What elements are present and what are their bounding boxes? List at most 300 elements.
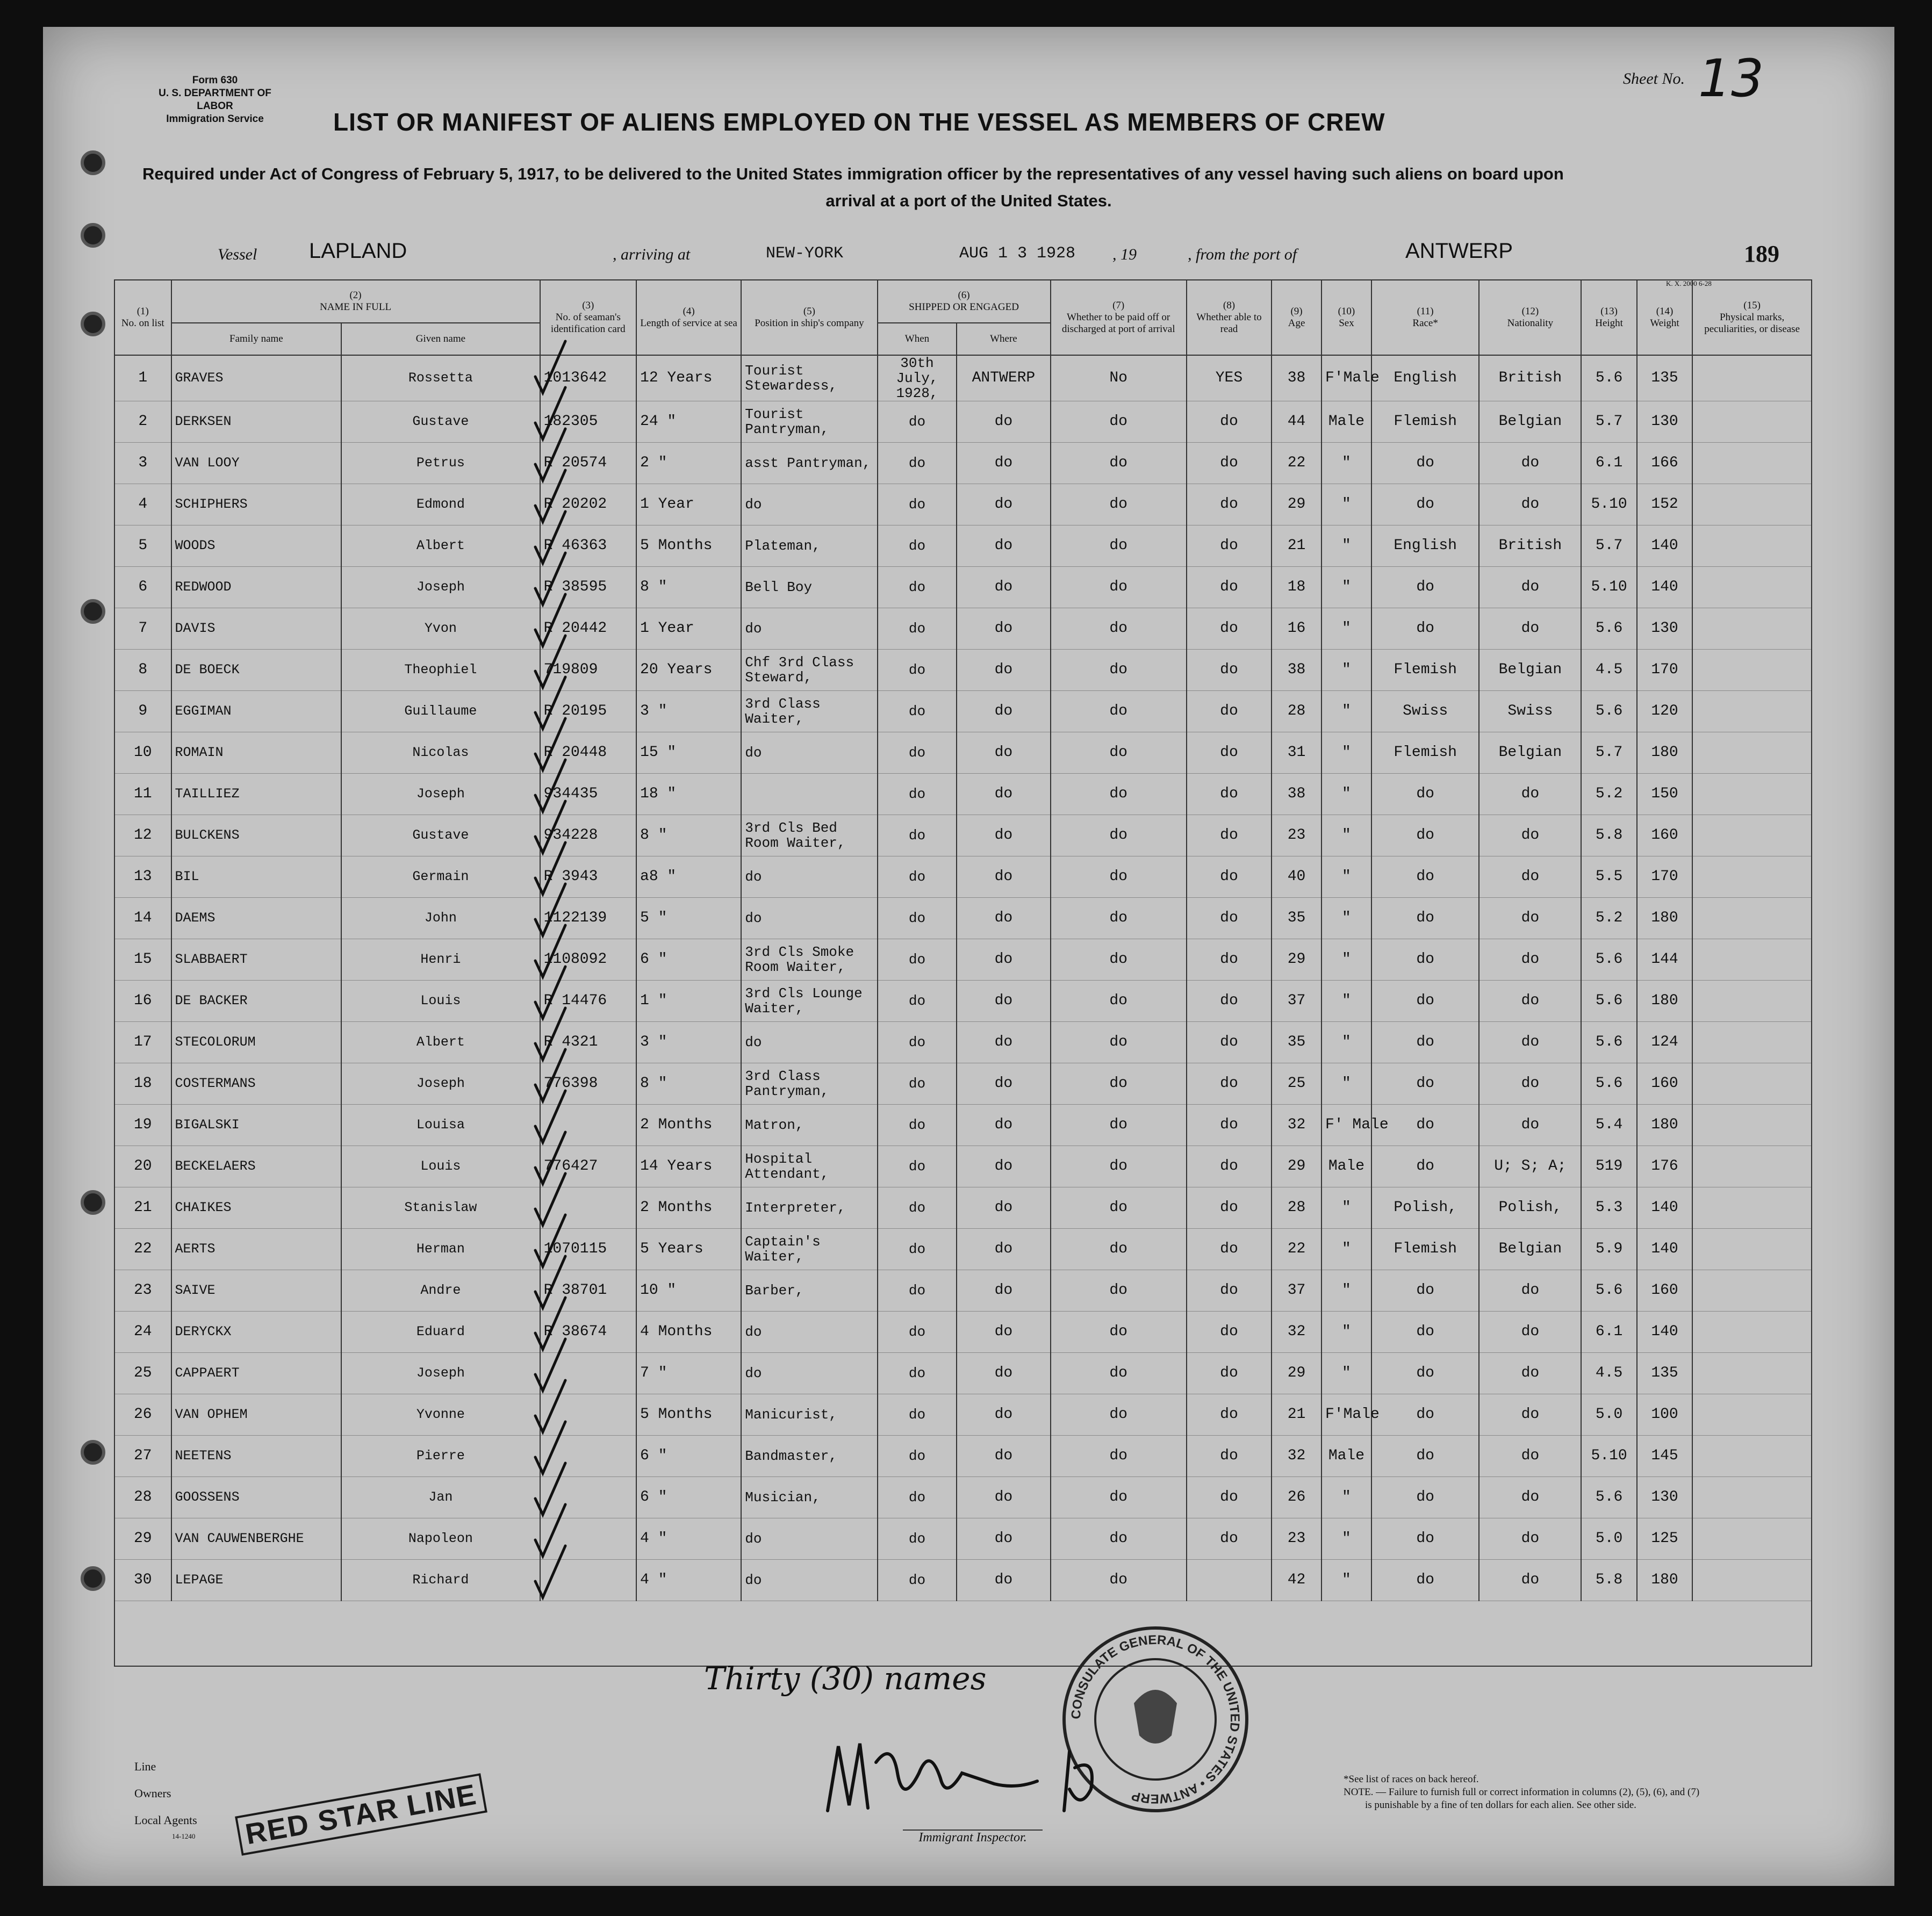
cell-given: Richard bbox=[341, 1560, 540, 1601]
cell-position: do bbox=[741, 1518, 877, 1560]
cell-sex: " bbox=[1321, 1518, 1371, 1560]
cell-family: AERTS bbox=[171, 1229, 342, 1270]
table-row bbox=[114, 1105, 1812, 1146]
table-row bbox=[114, 1518, 1812, 1560]
cell-race: do bbox=[1371, 1394, 1479, 1436]
arriving-label: , arriving at bbox=[613, 246, 691, 263]
cell-race: do bbox=[1371, 1105, 1479, 1146]
cell-when: do bbox=[878, 608, 957, 650]
subtitle-line-1: Required under Act of Congress of February 5, 1917, to be delivered to the United States immigration officer by the representatives of any vessel having such aliens on board upon bbox=[142, 164, 1564, 183]
cell-age: 38 bbox=[1272, 774, 1321, 815]
cell-age: 26 bbox=[1272, 1477, 1321, 1518]
cell-sex: " bbox=[1321, 939, 1371, 981]
cell-service: 24 " bbox=[636, 401, 741, 443]
cell-family: BIL bbox=[171, 856, 342, 898]
cell-weight: 125 bbox=[1637, 1518, 1692, 1560]
cell-family: DERYCKX bbox=[171, 1312, 342, 1353]
cell-family: DAEMS bbox=[171, 898, 342, 939]
binder-hole bbox=[81, 150, 105, 175]
cell-read: do bbox=[1187, 1229, 1272, 1270]
cell-card: R 46363 bbox=[540, 525, 636, 567]
cell-weight: 152 bbox=[1637, 484, 1692, 525]
cell-given: Theophiel bbox=[341, 650, 540, 691]
cell-when: do bbox=[878, 1270, 957, 1312]
table-row bbox=[114, 401, 1812, 443]
cell-read: do bbox=[1187, 1312, 1272, 1353]
cell-position: do bbox=[741, 898, 877, 939]
cell-read: do bbox=[1187, 939, 1272, 981]
page-number: 189 bbox=[1744, 241, 1779, 267]
cell-race: do bbox=[1371, 1560, 1479, 1601]
cell-marks bbox=[1692, 732, 1812, 774]
table-row bbox=[114, 650, 1812, 691]
cell-given: Eduard bbox=[341, 1312, 540, 1353]
cell-paid: do bbox=[1051, 1063, 1187, 1105]
cell-when: do bbox=[878, 732, 957, 774]
cell-marks bbox=[1692, 1353, 1812, 1394]
cell-read: do bbox=[1187, 1394, 1272, 1436]
cell-when: do bbox=[878, 691, 957, 732]
cell-age: 28 bbox=[1272, 691, 1321, 732]
cell-paid: do bbox=[1051, 1229, 1187, 1270]
cell-nationality: British bbox=[1479, 525, 1581, 567]
cell-race: do bbox=[1371, 1353, 1479, 1394]
cell-when: do bbox=[878, 1187, 957, 1229]
cell-marks bbox=[1692, 1063, 1812, 1105]
cell-read: do bbox=[1187, 443, 1272, 484]
cell-height: 5.2 bbox=[1581, 898, 1636, 939]
cell-service: 2 " bbox=[636, 443, 741, 484]
table-row bbox=[114, 1229, 1812, 1270]
service-name: Immigration Service bbox=[166, 113, 264, 125]
cell-service: 18 " bbox=[636, 774, 741, 815]
cell-read: do bbox=[1187, 815, 1272, 856]
sheet-number-label: Sheet No. bbox=[1623, 70, 1685, 88]
cell-age: 21 bbox=[1272, 1394, 1321, 1436]
handwritten-total: Thirty (30) names bbox=[704, 1660, 987, 1697]
cell-where: do bbox=[957, 484, 1050, 525]
cell-weight: 150 bbox=[1637, 774, 1692, 815]
cell-given: Louisa bbox=[341, 1105, 540, 1146]
cell-family: LEPAGE bbox=[171, 1560, 342, 1601]
cell-family: SCHIPHERS bbox=[171, 484, 342, 525]
cell-sex: " bbox=[1321, 608, 1371, 650]
cell-no: 3 bbox=[114, 443, 171, 484]
cell-position: 3rd Cls Lounge Waiter, bbox=[741, 981, 877, 1022]
cell-card: 1122139 bbox=[540, 898, 636, 939]
cell-read: do bbox=[1187, 981, 1272, 1022]
cell-card bbox=[540, 1560, 636, 1601]
cell-weight: 140 bbox=[1637, 1187, 1692, 1229]
cell-when: do bbox=[878, 1394, 957, 1436]
cell-family: ROMAIN bbox=[171, 732, 342, 774]
binder-hole bbox=[81, 599, 105, 624]
cell-age: 23 bbox=[1272, 1518, 1321, 1560]
cell-paid: do bbox=[1051, 608, 1187, 650]
cell-where: do bbox=[957, 650, 1050, 691]
cell-sex: " bbox=[1321, 1022, 1371, 1063]
cell-nationality: do bbox=[1479, 815, 1581, 856]
cell-sex: F'Male bbox=[1321, 1394, 1371, 1436]
cell-race: do bbox=[1371, 1146, 1479, 1187]
cell-service: 4 " bbox=[636, 1518, 741, 1560]
cell-height: 5.8 bbox=[1581, 1560, 1636, 1601]
cell-age: 44 bbox=[1272, 401, 1321, 443]
cell-where: do bbox=[957, 1560, 1050, 1601]
cell-weight: 180 bbox=[1637, 732, 1692, 774]
cell-paid: do bbox=[1051, 1560, 1187, 1601]
cell-race: do bbox=[1371, 484, 1479, 525]
cell-position: Plateman, bbox=[741, 525, 877, 567]
cell-race: do bbox=[1371, 1063, 1479, 1105]
cell-sex: " bbox=[1321, 774, 1371, 815]
cell-position bbox=[741, 774, 877, 815]
cell-marks bbox=[1692, 774, 1812, 815]
col-header-age: (9) Age bbox=[1272, 280, 1321, 355]
cell-nationality: do bbox=[1479, 608, 1581, 650]
cell-weight: 100 bbox=[1637, 1394, 1692, 1436]
cell-paid: do bbox=[1051, 1394, 1187, 1436]
cell-when: do bbox=[878, 939, 957, 981]
cell-marks bbox=[1692, 856, 1812, 898]
cell-when: do bbox=[878, 1229, 957, 1270]
cell-given: Andre bbox=[341, 1270, 540, 1312]
cell-card bbox=[540, 1394, 636, 1436]
table-row bbox=[114, 1560, 1812, 1601]
cell-where: do bbox=[957, 856, 1050, 898]
cell-no: 21 bbox=[114, 1187, 171, 1229]
cell-nationality: do bbox=[1479, 1353, 1581, 1394]
cell-service: 5 Months bbox=[636, 525, 741, 567]
cell-paid: do bbox=[1051, 443, 1187, 484]
col-header-height: (13) Height bbox=[1581, 280, 1636, 355]
cell-nationality: do bbox=[1479, 1022, 1581, 1063]
check-mark bbox=[532, 1337, 554, 1374]
cell-when: do bbox=[878, 898, 957, 939]
cell-height: 519 bbox=[1581, 1146, 1636, 1187]
cell-nationality: do bbox=[1479, 1560, 1581, 1601]
cell-where: do bbox=[957, 1187, 1050, 1229]
cell-weight: 140 bbox=[1637, 1229, 1692, 1270]
cell-given: Petrus bbox=[341, 443, 540, 484]
cell-race: English bbox=[1371, 355, 1479, 401]
table-row bbox=[114, 1270, 1812, 1312]
col-header-card: (3) No. of seaman's identification card bbox=[540, 280, 636, 355]
cell-paid: do bbox=[1051, 1353, 1187, 1394]
cell-sex: " bbox=[1321, 898, 1371, 939]
cell-card: R 38674 bbox=[540, 1312, 636, 1353]
col-header-name: (2) NAME IN FULL bbox=[171, 280, 540, 323]
col-header-sex: (10) Sex bbox=[1321, 280, 1371, 355]
check-mark bbox=[532, 1254, 554, 1292]
cell-age: 32 bbox=[1272, 1105, 1321, 1146]
cell-when: do bbox=[878, 443, 957, 484]
cell-weight: 130 bbox=[1637, 1477, 1692, 1518]
check-mark bbox=[532, 758, 554, 795]
check-mark bbox=[532, 509, 554, 547]
check-mark bbox=[532, 1420, 554, 1457]
cell-sex: " bbox=[1321, 1229, 1371, 1270]
check-mark bbox=[532, 1461, 554, 1499]
cell-read: do bbox=[1187, 898, 1272, 939]
subtitle-line-2: arrival at a port of the United States. bbox=[825, 191, 1112, 210]
cell-position: asst Pantryman, bbox=[741, 443, 877, 484]
inspector-label: Immigrant Inspector. bbox=[903, 1829, 1043, 1845]
cell-marks bbox=[1692, 1477, 1812, 1518]
cell-position: Musician, bbox=[741, 1477, 877, 1518]
check-mark bbox=[532, 1171, 554, 1209]
cell-where: do bbox=[957, 443, 1050, 484]
cell-sex: " bbox=[1321, 981, 1371, 1022]
cell-card: 1070115 bbox=[540, 1229, 636, 1270]
cell-family: SLABBAERT bbox=[171, 939, 342, 981]
inspector-signature bbox=[817, 1730, 1150, 1827]
cell-no: 14 bbox=[114, 898, 171, 939]
check-mark bbox=[532, 1006, 554, 1043]
cell-family: SAIVE bbox=[171, 1270, 342, 1312]
cell-nationality: Belgian bbox=[1479, 732, 1581, 774]
cell-weight: 140 bbox=[1637, 525, 1692, 567]
cell-family: DE BACKER bbox=[171, 981, 342, 1022]
cell-marks bbox=[1692, 567, 1812, 608]
cell-height: 5.0 bbox=[1581, 1394, 1636, 1436]
year-label: , 19 bbox=[1112, 246, 1137, 263]
cell-position: Tourist Pantryman, bbox=[741, 401, 877, 443]
cell-nationality: U; S; A; bbox=[1479, 1146, 1581, 1187]
cell-weight: 180 bbox=[1637, 898, 1692, 939]
cell-no: 25 bbox=[114, 1353, 171, 1394]
check-mark bbox=[532, 592, 554, 630]
cell-height: 5.10 bbox=[1581, 1436, 1636, 1477]
col-header-when: When bbox=[878, 323, 957, 355]
cell-card: R 20574 bbox=[540, 443, 636, 484]
cell-family: NEETENS bbox=[171, 1436, 342, 1477]
binder-hole bbox=[81, 1566, 105, 1591]
check-mark bbox=[532, 468, 554, 506]
cell-when: do bbox=[878, 650, 957, 691]
binder-hole bbox=[81, 312, 105, 336]
seal-text: CONSULATE GENERAL OF THE UNITED STATES • ANTWERP bbox=[1068, 1632, 1242, 1806]
cell-position: Hospital Attendant, bbox=[741, 1146, 877, 1187]
cell-sex: Male bbox=[1321, 1146, 1371, 1187]
cell-nationality: Belgian bbox=[1479, 1229, 1581, 1270]
cell-no: 20 bbox=[114, 1146, 171, 1187]
cell-race: do bbox=[1371, 815, 1479, 856]
sheet-number: 13 bbox=[1698, 48, 1764, 109]
cell-sex: " bbox=[1321, 1560, 1371, 1601]
cell-paid: do bbox=[1051, 1477, 1187, 1518]
cell-read: do bbox=[1187, 691, 1272, 732]
cell-no: 5 bbox=[114, 525, 171, 567]
table-row bbox=[114, 815, 1812, 856]
cell-weight: 166 bbox=[1637, 443, 1692, 484]
cell-height: 6.1 bbox=[1581, 1312, 1636, 1353]
cell-when: do bbox=[878, 1022, 957, 1063]
cell-sex: " bbox=[1321, 732, 1371, 774]
cell-when: do bbox=[878, 1312, 957, 1353]
cell-weight: 144 bbox=[1637, 939, 1692, 981]
cell-age: 28 bbox=[1272, 1187, 1321, 1229]
table-row bbox=[114, 1477, 1812, 1518]
cell-no: 29 bbox=[114, 1518, 171, 1560]
cell-service: 2 Months bbox=[636, 1187, 741, 1229]
cell-race: do bbox=[1371, 1436, 1479, 1477]
cell-race: Polish, bbox=[1371, 1187, 1479, 1229]
check-mark bbox=[532, 1378, 554, 1416]
cell-height: 5.3 bbox=[1581, 1187, 1636, 1229]
cell-read: do bbox=[1187, 1022, 1272, 1063]
cell-service: 3 " bbox=[636, 1022, 741, 1063]
cell-height: 5.9 bbox=[1581, 1229, 1636, 1270]
cell-weight: 130 bbox=[1637, 401, 1692, 443]
cell-marks bbox=[1692, 898, 1812, 939]
cell-height: 5.0 bbox=[1581, 1518, 1636, 1560]
cell-height: 5.6 bbox=[1581, 608, 1636, 650]
cell-marks bbox=[1692, 355, 1812, 401]
cell-race: do bbox=[1371, 608, 1479, 650]
cell-read: do bbox=[1187, 1063, 1272, 1105]
cell-weight: 140 bbox=[1637, 1312, 1692, 1353]
cell-no: 24 bbox=[114, 1312, 171, 1353]
cell-where: do bbox=[957, 1353, 1050, 1394]
cell-height: 5.6 bbox=[1581, 939, 1636, 981]
table-row bbox=[114, 355, 1812, 401]
cell-height: 5.6 bbox=[1581, 691, 1636, 732]
cell-no: 28 bbox=[114, 1477, 171, 1518]
local-agents-label: Local Agents bbox=[134, 1813, 197, 1827]
cell-weight: 176 bbox=[1637, 1146, 1692, 1187]
cell-race: English bbox=[1371, 525, 1479, 567]
cell-family: DERKSEN bbox=[171, 401, 342, 443]
check-mark bbox=[532, 964, 554, 1002]
cell-service: 4 Months bbox=[636, 1312, 741, 1353]
col-header-read: (8) Whether able to read bbox=[1187, 280, 1272, 355]
cell-age: 29 bbox=[1272, 1146, 1321, 1187]
table-row bbox=[114, 443, 1812, 484]
table-row bbox=[114, 567, 1812, 608]
cell-when: do bbox=[878, 525, 957, 567]
cell-marks bbox=[1692, 484, 1812, 525]
cell-when: do bbox=[878, 1146, 957, 1187]
cell-no: 6 bbox=[114, 567, 171, 608]
cell-nationality: do bbox=[1479, 1518, 1581, 1560]
cell-read: do bbox=[1187, 1477, 1272, 1518]
cell-race: do bbox=[1371, 981, 1479, 1022]
cell-marks bbox=[1692, 443, 1812, 484]
binder-hole bbox=[81, 1190, 105, 1215]
footer-notes bbox=[1344, 1773, 1838, 1812]
cell-paid: do bbox=[1051, 981, 1187, 1022]
cell-age: 31 bbox=[1272, 732, 1321, 774]
cell-given: Pierre bbox=[341, 1436, 540, 1477]
cell-sex: " bbox=[1321, 484, 1371, 525]
manifest-sheet bbox=[43, 27, 1894, 1886]
table-row bbox=[114, 774, 1812, 815]
owners-label: Owners bbox=[134, 1787, 171, 1800]
cell-where: do bbox=[957, 691, 1050, 732]
col-header-where: Where bbox=[957, 323, 1050, 355]
cell-service: 6 " bbox=[636, 939, 741, 981]
cell-sex: " bbox=[1321, 856, 1371, 898]
cell-weight: 160 bbox=[1637, 1270, 1692, 1312]
cell-given: Nicolas bbox=[341, 732, 540, 774]
cell-service: 1 Year bbox=[636, 484, 741, 525]
cell-given: Henri bbox=[341, 939, 540, 981]
cell-sex: " bbox=[1321, 567, 1371, 608]
cell-position: 3rd Class Pantryman, bbox=[741, 1063, 877, 1105]
cell-sex: " bbox=[1321, 650, 1371, 691]
cell-nationality: do bbox=[1479, 1270, 1581, 1312]
cell-race: do bbox=[1371, 1022, 1479, 1063]
cell-height: 5.8 bbox=[1581, 815, 1636, 856]
cell-marks bbox=[1692, 1146, 1812, 1187]
cell-no: 15 bbox=[114, 939, 171, 981]
cell-marks bbox=[1692, 1022, 1812, 1063]
check-mark bbox=[532, 1213, 554, 1250]
cell-card: 1108092 bbox=[540, 939, 636, 981]
cell-nationality: do bbox=[1479, 484, 1581, 525]
cell-position: Bell Boy bbox=[741, 567, 877, 608]
cell-marks bbox=[1692, 608, 1812, 650]
cell-card: 934435 bbox=[540, 774, 636, 815]
cell-sex: " bbox=[1321, 1063, 1371, 1105]
cell-no: 2 bbox=[114, 401, 171, 443]
cell-card: R 20202 bbox=[540, 484, 636, 525]
cell-sex: " bbox=[1321, 1312, 1371, 1353]
cell-height: 5.7 bbox=[1581, 732, 1636, 774]
cell-race: do bbox=[1371, 567, 1479, 608]
cell-position: do bbox=[741, 1353, 877, 1394]
cell-when: 30th July, 1928, bbox=[878, 355, 957, 401]
cell-nationality: Belgian bbox=[1479, 401, 1581, 443]
cell-position: do bbox=[741, 856, 877, 898]
cell-nationality: do bbox=[1479, 1394, 1581, 1436]
cell-family: BIGALSKI bbox=[171, 1105, 342, 1146]
line-label: Line bbox=[134, 1760, 156, 1773]
cell-when: do bbox=[878, 1063, 957, 1105]
cell-race: do bbox=[1371, 856, 1479, 898]
cell-given: Gustave bbox=[341, 815, 540, 856]
table-row bbox=[114, 1146, 1812, 1187]
cell-position: Matron, bbox=[741, 1105, 877, 1146]
cell-sex: " bbox=[1321, 815, 1371, 856]
cell-read: do bbox=[1187, 774, 1272, 815]
cell-read: do bbox=[1187, 650, 1272, 691]
cell-weight: 120 bbox=[1637, 691, 1692, 732]
cell-service: 3 " bbox=[636, 691, 741, 732]
cell-position: do bbox=[741, 484, 877, 525]
note-penalty-cont: is punishable by a fine of ten dollars for each alien. See other side. bbox=[1365, 1799, 1636, 1811]
form-header-block bbox=[145, 74, 285, 126]
cell-when: do bbox=[878, 1477, 957, 1518]
cell-read: do bbox=[1187, 484, 1272, 525]
cell-age: 21 bbox=[1272, 525, 1321, 567]
cell-marks bbox=[1692, 939, 1812, 981]
cell-weight: 140 bbox=[1637, 567, 1692, 608]
cell-age: 35 bbox=[1272, 1022, 1321, 1063]
col-header-weight: (14) Weight bbox=[1637, 280, 1692, 355]
cell-where: do bbox=[957, 815, 1050, 856]
cell-sex: " bbox=[1321, 1270, 1371, 1312]
cell-service: a8 " bbox=[636, 856, 741, 898]
cell-age: 37 bbox=[1272, 981, 1321, 1022]
cell-nationality: do bbox=[1479, 567, 1581, 608]
cell-service: 4 " bbox=[636, 1560, 741, 1601]
table-row bbox=[114, 1187, 1812, 1229]
cell-read: do bbox=[1187, 732, 1272, 774]
check-mark bbox=[532, 339, 554, 377]
cell-marks bbox=[1692, 1105, 1812, 1146]
